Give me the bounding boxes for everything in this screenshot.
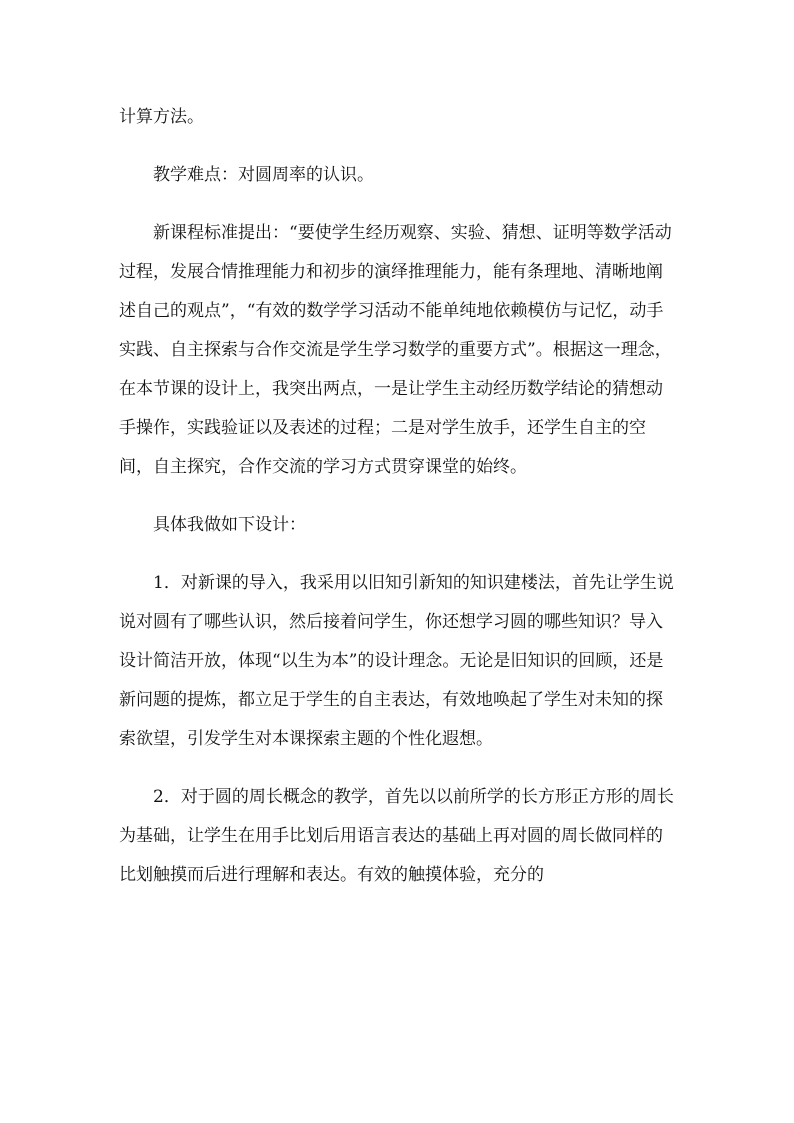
paragraph-design-2: 2．对于圆的周长概念的教学，首先以以前所学的长方形正方形的周长为基础，让学生在用手比划后用语言表达的基础上再对圆的周长做同样的比划触摸而后进行理解和表达。有效的触摸体验，充分的 [119,787,674,885]
document-body [119,98,677,914]
paragraph-design-intro: 具体我做如下设计： [153,515,306,535]
paragraph-curriculum-standard: 新课程标准提出：“要使学生经历观察、实验、猜想、证明等数学活动过程，发展合情推理能力和初步的演绎推理能力，能有条理地、清晰地阐述自己的观点”，“有效的数学学习活动不能单纯地依赖模仿与记忆，动手实践、自主探索与合作交流是学生学习数学的重要方式”。根据这一理念，在本节课的设计上，我突出两点，一是让学生主动经历数学结论的猜想动手操作，实践验证以及表述的过程；二是对学生放手，还学生自主的空间，自主探究，合作交流的学习方式贯穿课堂的始终。 [119,223,672,477]
paragraph-design-1: 1．对新课的导入，我采用以旧知引新知的知识建楼法，首先让学生说说对圆有了哪些认识，然后接着问学生，你还想学习圆的哪些知识？导入设计简洁开放，体现“以生为本”的设计理念。无论是旧知识的回顾，还是新问题的提炼，都立足于学生的自主表达，有效地唤起了学生对未知的探索欲望，引发学生对本课探索主题的个性化遐想。 [119,573,674,749]
paragraph-calc-method: 计算方法。 [119,107,204,127]
paragraph-teaching-difficulty: 教学难点：对圆周率的认识。 [153,165,374,185]
